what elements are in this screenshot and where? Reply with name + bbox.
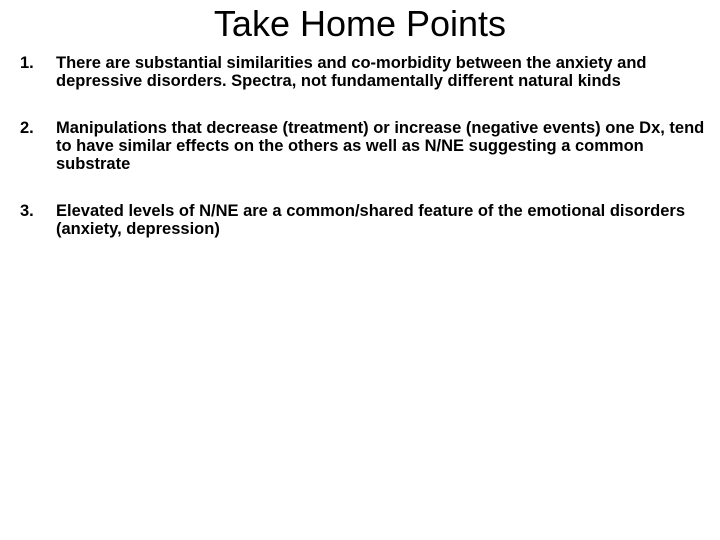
slide-title: Take Home Points bbox=[213, 3, 507, 44]
list-item bbox=[20, 119, 720, 173]
list-item-text: There are substantial similarities and co-morbidity between the anxiety and depressive disorders. Spectra, not fundamentally different natural kinds bbox=[56, 54, 647, 90]
list-item bbox=[20, 54, 720, 90]
list-item-text: Manipulations that decrease (treatment) or increase (negative events) one Dx, tend to have similar effects on the others as well as N/NE suggesting a common substrate bbox=[56, 119, 705, 173]
take-home-points-list bbox=[20, 54, 720, 267]
list-item-text: Elevated levels of N/NE are a common/shared feature of the emotional disorders (anxiety, depression) bbox=[56, 202, 686, 238]
list-item bbox=[20, 202, 720, 238]
list-item-number: 3. bbox=[20, 202, 34, 220]
list-item-number: 2. bbox=[20, 119, 34, 137]
list-item-number: 1. bbox=[20, 54, 34, 72]
